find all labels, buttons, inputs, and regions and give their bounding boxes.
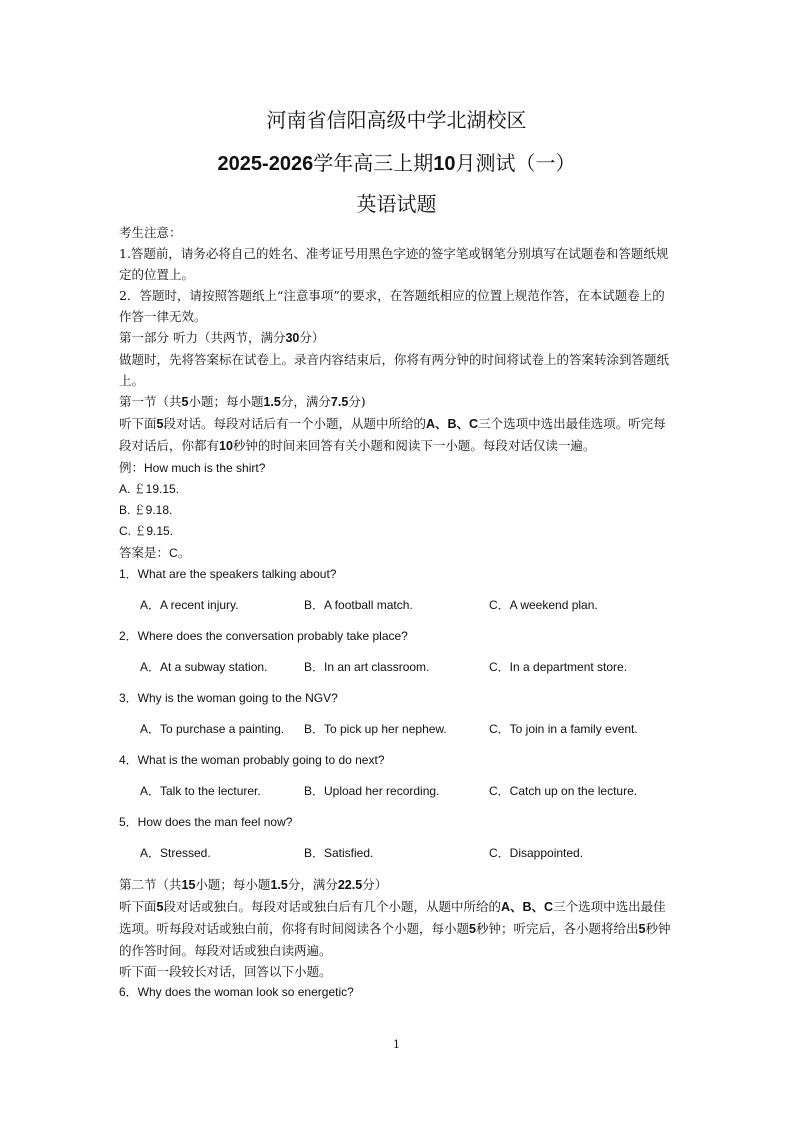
s2-title-b: 小题；每小题	[195, 877, 271, 892]
part1-title-b: 分）	[299, 330, 325, 345]
s1-title-b: 小题；每小题	[188, 394, 264, 409]
answer-value: C	[169, 546, 178, 560]
s2-title-a: 第二节（共	[119, 877, 182, 892]
option-a: A．Stressed.	[140, 846, 211, 860]
question-3	[119, 688, 675, 740]
example-label: 例：	[119, 460, 145, 475]
s2-instr-a: 听下面	[119, 899, 157, 914]
option-a: A．To purchase a painting.	[140, 722, 285, 736]
s2-instr-sec2: 5	[638, 922, 646, 936]
school-title: 河南省信阳高级中学北湖校区	[266, 108, 527, 132]
s1-title-c: 分，满分	[280, 394, 331, 409]
question-text: 1．What are the speakers talking about?	[119, 567, 337, 581]
example-option-a: A. ￡19.15.	[119, 482, 180, 496]
s1-each: 1.5	[263, 395, 281, 409]
answer-label: 答案是：	[119, 545, 170, 560]
option-c: C．A weekend plan.	[489, 598, 598, 612]
s1-instr-abc: A、B、C	[425, 417, 479, 431]
question-2	[119, 626, 675, 678]
question-1	[119, 564, 675, 616]
question-text: 4．What is the woman probably going to do next?	[119, 753, 385, 767]
s2-instr-sec1: 5	[469, 922, 476, 936]
option-b: B．Satisfied.	[304, 846, 374, 860]
s2-total: 22.5	[337, 878, 363, 892]
exam-end: 月测试（一）	[455, 151, 576, 175]
option-b: B．A football match.	[304, 598, 413, 612]
s2-instr-d: 秒钟；听完后，各小题将给出	[475, 921, 639, 936]
option-c: C．To join in a family event.	[489, 722, 638, 736]
s2-instr-abc: A、B、C	[500, 900, 554, 914]
example-option-b: B. ￡9.18.	[119, 503, 173, 517]
option-c: C．Disappointed.	[489, 846, 584, 860]
option-c: C．In a department store.	[489, 660, 628, 674]
s2-instr-c: 三个选项中选出最佳选项。听每段对话或独白前，你将有时间阅读各个小题，每小题	[119, 899, 666, 936]
s1-instr-n: 5	[156, 417, 164, 431]
notice-item-1: 1.答题前，请务必将自己的姓名、准考证号用黑色字迹的签字笔或钢笔分别填写在试题卷和答题纸规定的位置上。	[119, 246, 669, 282]
option-a: A．A recent injury.	[140, 598, 239, 612]
s2-title-d: 分）	[362, 877, 388, 892]
example-option-c: C. ￡9.15.	[119, 524, 174, 538]
option-b: B．Upload her recording.	[304, 784, 440, 798]
subject-title: 英语试题	[356, 192, 437, 216]
s2-title-c: 分，满分	[287, 877, 338, 892]
s2-instr-n: 5	[156, 900, 164, 914]
notice-heading: 考生注意：	[119, 225, 182, 240]
part1-score: 30	[285, 331, 300, 345]
s2-instr-b: 段对话或独白。每段对话或独白后有几个小题，从题中所给的	[163, 899, 501, 914]
exam-title	[0, 147, 793, 176]
question-text: 3．Why is the woman going to the NGV?	[119, 691, 338, 705]
question-4	[119, 750, 675, 802]
part1-instructions: 做题时，先将答案标在试卷上。录音内容结束后，你将有两分钟的时间将试卷上的答案转涂到答题纸上。	[119, 352, 670, 388]
s1-instr-d: 秒钟的时间来回答有关小题和阅读下一小题。每段对话仅读一遍。	[232, 438, 596, 453]
option-row	[119, 657, 675, 678]
question-6: 6．Why does the woman look so energetic?	[119, 985, 354, 999]
s1-title-a: 第一节（共	[119, 394, 182, 409]
question-text: 2．Where does the conversation probably take place?	[119, 629, 408, 643]
s1-instr-a: 听下面	[119, 416, 157, 431]
listen-next: 听下面一段较长对话，回答以下小题。	[119, 964, 332, 979]
option-a: A．Talk to the lecturer.	[140, 784, 261, 798]
exam-years: 2025-2026	[217, 153, 314, 175]
exam-month: 10	[433, 153, 456, 175]
section2-instructions	[119, 896, 675, 961]
example-question	[119, 457, 675, 479]
option-b: B．To pick up her nephew.	[304, 722, 447, 736]
question-5	[119, 812, 675, 864]
option-row	[119, 595, 675, 616]
option-a: A．At a subway station.	[140, 660, 268, 674]
section1-title	[119, 391, 675, 413]
s1-instr-b: 段对话。每段对话后有一个小题，从题中所给的	[163, 416, 426, 431]
question-text: 5．How does the man feel now?	[119, 815, 293, 829]
s2-instr-e: 秒钟的作答时间。每段对话或独白读两遍。	[119, 921, 671, 958]
s2-each: 1.5	[270, 878, 288, 892]
part1-title	[119, 327, 675, 349]
s1-count: 5	[181, 395, 189, 409]
option-b: B．In an art classroom.	[304, 660, 430, 674]
s1-instr-c: 三个选项中选出最佳选项。听完每段对话后，你都有	[119, 416, 666, 453]
page-number: 1	[393, 1038, 400, 1051]
s1-instr-sec: 10	[219, 439, 233, 453]
example-answer	[119, 542, 675, 564]
option-row	[119, 843, 675, 864]
option-row	[119, 781, 675, 802]
s1-title-d: 分)	[348, 394, 366, 409]
part1-title-a: 第一部分 听力（共两节，满分	[119, 330, 286, 345]
exam-body	[119, 222, 675, 1003]
example-q-text: How much is the shirt?	[144, 461, 266, 475]
section2-title	[119, 874, 675, 896]
exam-mid: 学年高三上期	[313, 151, 434, 175]
notice-item-2: 2．答题时，请按照答题纸上“注意事项”的要求，在答题纸相应的位置上规范作答，在本试题卷上的作答一律无效。	[119, 288, 665, 324]
s1-total: 7.5	[330, 395, 349, 409]
s2-count: 15	[181, 878, 196, 892]
option-c: C．Catch up on the lecture.	[489, 784, 638, 798]
answer-end: 。	[177, 545, 191, 560]
section1-instructions	[119, 413, 675, 457]
option-row	[119, 719, 675, 740]
